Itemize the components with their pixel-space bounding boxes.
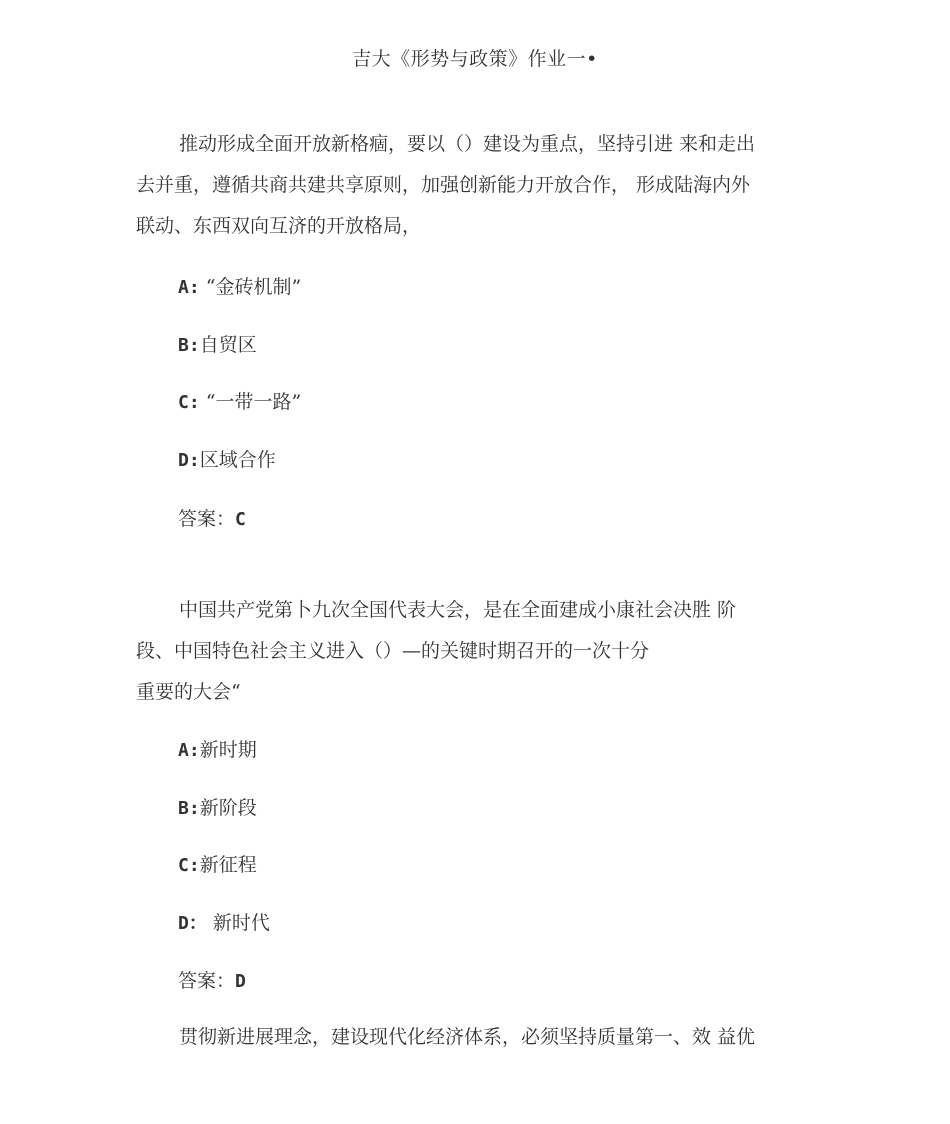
answer-value: C (235, 509, 246, 530)
option-key: A: (178, 277, 200, 298)
option-text: 自贸区 (199, 334, 257, 356)
question-3-text (136, 1017, 812, 1058)
option-text: “一带一路” (199, 391, 302, 413)
question-2-option-a (178, 735, 257, 762)
question-1-option-a (178, 272, 301, 299)
option-key: B: (178, 335, 200, 356)
option-text: 新时代 (206, 912, 270, 934)
document-title: 吉大《形势与政策》作业一• (352, 48, 598, 70)
question-line: 去并重，遵循共商共建共享原则，加强创新能力开放合作， 形成陆海内外 (136, 174, 751, 196)
question-1-text (136, 124, 812, 247)
answer-label: 答案： (178, 508, 236, 530)
option-key: C: (178, 392, 200, 413)
option-text: “金砖机制” (199, 276, 302, 298)
question-line: 中国共产党第卜九次全国代表大会，是在全面建成小康社会决胜 阶 (179, 599, 737, 621)
question-line: 推动形成全面开放新格痼，要以（）建设为重点，坚持引进 来和走出 (179, 133, 756, 155)
option-key: B: (178, 798, 200, 819)
question-2-option-c (178, 850, 257, 877)
question-2-answer (178, 966, 246, 993)
question-2-text (136, 590, 812, 713)
question-line: 段、中国特色社会主义进入（）—的关键时期召开的一次十分 (136, 640, 650, 662)
option-key: C: (178, 855, 200, 876)
question-line: 贯彻新进展理念，建设现代化经济体系，必须坚持质量第一、效 益优 (179, 1026, 756, 1048)
option-text: 新阶段 (199, 797, 257, 819)
option-key: D： (178, 913, 207, 934)
question-2-option-d (178, 908, 270, 935)
option-key: A: (178, 740, 200, 761)
question-line: 联动、东西双向互济的开放格局， (136, 215, 422, 237)
question-1-option-b (178, 330, 257, 357)
question-line: 重要的大会“ (136, 681, 241, 703)
option-key: D: (178, 450, 200, 471)
question-1-option-c (178, 387, 301, 414)
question-1-option-d (178, 445, 276, 472)
option-text: 新征程 (199, 854, 257, 876)
answer-label: 答案： (178, 970, 236, 992)
option-text: 新时期 (199, 739, 257, 761)
answer-value: D (235, 971, 246, 992)
option-text: 区域合作 (199, 449, 276, 471)
question-2-option-b (178, 793, 257, 820)
question-1-answer (178, 504, 246, 531)
